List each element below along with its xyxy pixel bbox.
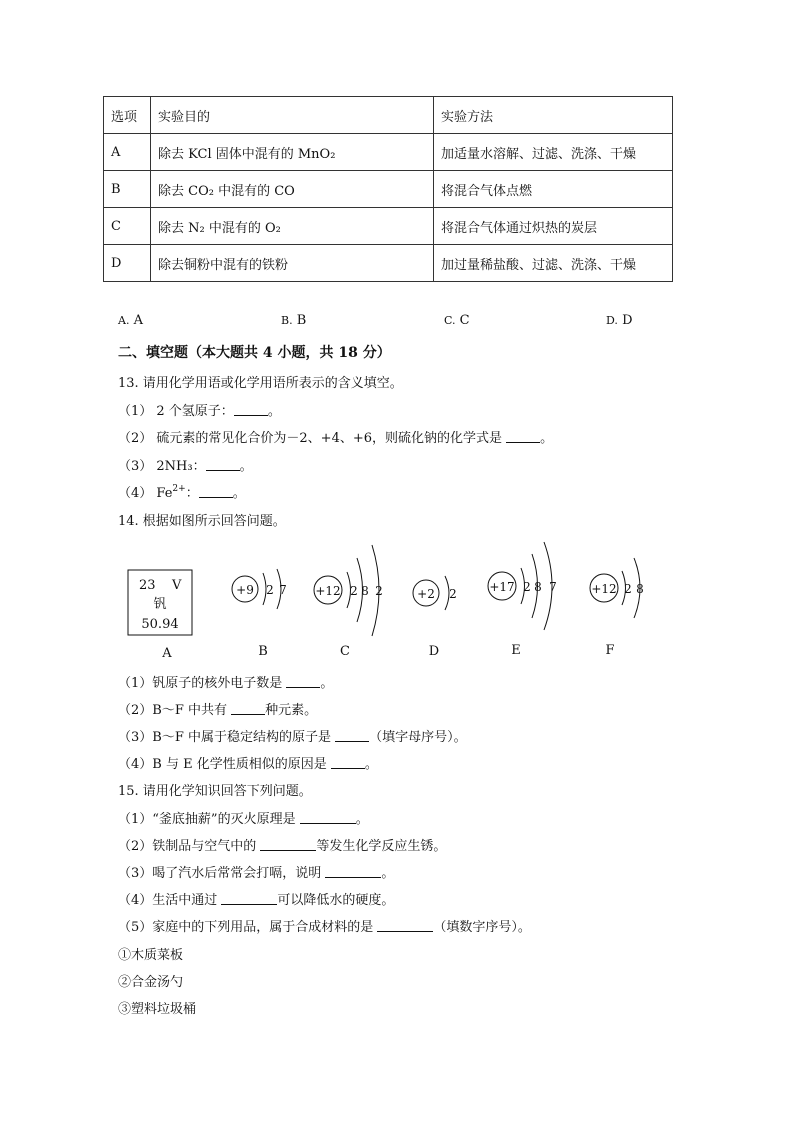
q14-part2: （2）B～F 中共有 种元素。	[118, 703, 318, 718]
choice-a[interactable]: A. A	[118, 313, 143, 328]
shell-electrons: 8	[361, 584, 369, 598]
q13-part1: （1） 2 个氢原子： 。	[118, 404, 281, 419]
element-name: 钒	[153, 597, 167, 612]
answer-blank[interactable]	[335, 729, 369, 742]
cell-purpose: 除去 CO₂ 中混有的 CO	[151, 171, 434, 208]
choice-c[interactable]: C. C	[444, 313, 470, 328]
table-row	[104, 171, 673, 208]
shell-electrons: 2	[449, 587, 457, 601]
q15-stem: 15. 请用化学知识回答下列问题。	[118, 784, 312, 799]
answer-blank[interactable]	[231, 702, 265, 715]
element-symbol: V	[172, 578, 182, 593]
shell-electrons: 8	[534, 580, 542, 594]
q15-part3: （3）喝了汽水后常常会打嗝，说明 。	[118, 866, 395, 881]
cell-method: 将混合气体点燃	[434, 171, 673, 208]
nucleus-charge: +17	[489, 580, 515, 594]
answer-blank[interactable]	[377, 919, 433, 932]
answer-blank[interactable]	[199, 485, 233, 498]
table-header-row	[104, 97, 673, 134]
answer-blank[interactable]	[286, 675, 320, 688]
q15-part4: （4）生活中通过 可以降低水的硬度。	[118, 893, 395, 908]
answer-blank[interactable]	[221, 892, 277, 905]
shell-electrons: 7	[279, 583, 287, 597]
answer-blank[interactable]	[331, 756, 365, 769]
cell-purpose: 除去 KCl 固体中混有的 MnO₂	[151, 134, 434, 171]
nucleus-charge: +12	[315, 584, 341, 598]
answer-blank[interactable]	[260, 838, 316, 851]
atom-d	[413, 576, 457, 610]
cell-method: 将混合气体通过炽热的炭层	[434, 208, 673, 245]
q15-option-1: ①木质菜板	[118, 948, 184, 963]
table-row	[104, 245, 673, 282]
answer-blank[interactable]	[234, 403, 268, 416]
atom-label-e: E	[511, 643, 521, 658]
q15-option-3: ③塑料垃圾桶	[118, 1002, 197, 1017]
shell-electrons: 7	[549, 580, 557, 594]
choice-b[interactable]: B. B	[281, 313, 307, 328]
q15-part2: （2）铁制品与空气中的 等发生化学反应生锈。	[118, 839, 447, 854]
answer-blank[interactable]	[325, 865, 381, 878]
header-purpose: 实验目的	[151, 97, 434, 134]
atom-b	[232, 569, 287, 609]
answer-blank[interactable]	[206, 458, 240, 471]
cell-method: 加适量水溶解、过滤、洗涤、干燥	[434, 134, 673, 171]
q13-part3: （3） 2NH₃： 。	[118, 459, 253, 474]
cell-option: C	[104, 208, 151, 245]
cell-option: A	[104, 134, 151, 171]
choice-d[interactable]: D. D	[606, 313, 633, 328]
shell-electrons: 2	[624, 582, 632, 596]
atom-label-c: C	[340, 644, 350, 659]
nucleus-charge: +2	[417, 587, 435, 601]
atom-label-b: B	[258, 644, 268, 659]
q13-stem: 13. 请用化学用语或化学用语所表示的含义填空。	[118, 376, 403, 391]
cell-purpose: 除去铜粉中混有的铁粉	[151, 245, 434, 282]
atom-f	[590, 558, 644, 618]
element-card-vanadium	[128, 570, 192, 635]
table-row	[104, 134, 673, 171]
element-mass: 50.94	[141, 617, 179, 632]
element-number: 23	[139, 578, 156, 593]
atom-e	[488, 542, 557, 630]
atom-c	[314, 545, 383, 636]
q15-option-2: ②合金汤勺	[118, 975, 184, 990]
answer-blank[interactable]	[300, 811, 356, 824]
answer-choices	[0, 313, 794, 333]
atom-label-d: D	[428, 644, 440, 659]
q14-part3: （3）B～F 中属于稳定结构的原子是 （填字母序号）。	[118, 730, 467, 745]
shell-electrons: 2	[375, 584, 383, 598]
table-row	[104, 208, 673, 245]
q14-part1: （1）钒原子的核外电子数是 。	[118, 676, 334, 691]
q15-part5: （5）家庭中的下列用品，属于合成材料的是 （填数字序号）。	[118, 920, 531, 935]
cell-option: D	[104, 245, 151, 282]
cell-method: 加过量稀盐酸、过滤、洗涤、干燥	[434, 245, 673, 282]
header-option: 选项	[104, 97, 151, 134]
shell-electrons: 2	[266, 583, 274, 597]
q14-stem: 14. 根据如图所示回答问题。	[118, 514, 286, 529]
atom-structure-diagram	[100, 540, 680, 670]
shell-electrons: 2	[350, 584, 358, 598]
header-method: 实验方法	[434, 97, 673, 134]
cell-purpose: 除去 N₂ 中混有的 O₂	[151, 208, 434, 245]
shell-electrons: 8	[636, 582, 644, 596]
cell-option: B	[104, 171, 151, 208]
nucleus-charge: +9	[236, 583, 254, 597]
q13-part2: （2） 硫元素的常见化合价为－2、+4、+6，则硫化钠的化学式是 。	[118, 431, 554, 446]
nucleus-charge: +12	[591, 582, 617, 596]
atom-label-a: A	[162, 646, 172, 661]
shell-electrons: 2	[523, 580, 531, 594]
atom-label-f: F	[605, 643, 615, 658]
answer-blank[interactable]	[506, 430, 540, 443]
q14-part4: （4）B 与 E 化学性质相似的原因是 。	[118, 757, 378, 772]
section-title: 二、填空题（本大题共 4 小题，共 18 分）	[118, 345, 391, 361]
q15-part1: （1）“釜底抽薪”的灭火原理是 。	[118, 812, 369, 827]
experiment-table	[103, 96, 673, 282]
q13-part4: （4） $Fe^{2+}$： 。	[118, 484, 246, 501]
